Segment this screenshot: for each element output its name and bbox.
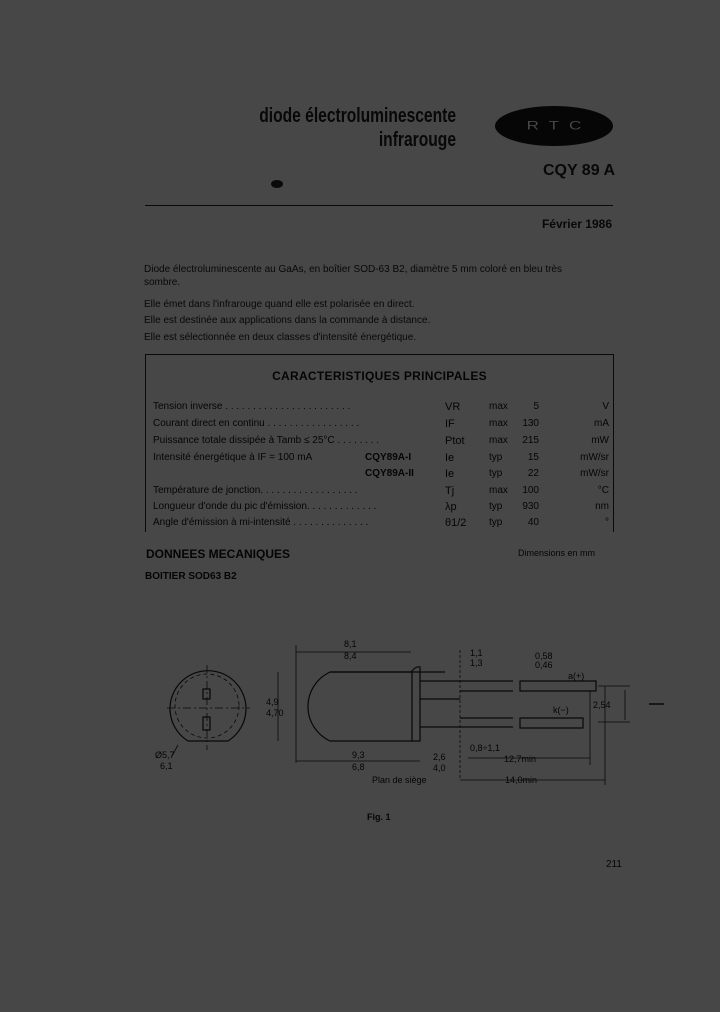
row-value: 100	[522, 485, 539, 496]
row-unit: V	[602, 401, 609, 412]
svg-text:1,3: 1,3	[470, 658, 483, 668]
row-symbol: Ie	[445, 468, 455, 480]
row-label: Angle d'émission à mi-intensité . . . . . . . . . . . . . .	[153, 517, 369, 528]
row-qualifier: typ	[489, 517, 503, 528]
svg-text:12,7min: 12,7min	[504, 754, 537, 764]
svg-text:6,8: 6,8	[352, 762, 365, 772]
row-value: 15	[527, 452, 539, 463]
svg-text:4,9: 4,9	[266, 697, 279, 707]
svg-text:2,6: 2,6	[433, 752, 446, 762]
row-symbol: Tj	[445, 485, 455, 497]
row-unit: nm	[595, 501, 609, 512]
row-qualifier: typ	[489, 452, 503, 463]
page-number: 211	[606, 859, 622, 870]
row-value: 5	[533, 401, 539, 412]
row-value: 22	[527, 468, 539, 479]
description-line: sombre.	[144, 277, 181, 288]
svg-text:14,0min: 14,0min	[505, 775, 538, 785]
svg-text:4,70: 4,70	[266, 708, 284, 718]
figure-caption: Fig. 1	[367, 812, 391, 822]
row-variant: CQY89A-I	[365, 452, 412, 463]
units-note: Dimensions en mm	[518, 548, 596, 558]
part-number: CQY 89 A	[542, 162, 615, 179]
description-line: Elle émet dans l'infrarouge quand elle est polarisée en direct.	[144, 298, 415, 310]
svg-text:9,3: 9,3	[352, 750, 365, 760]
row-label: Courant direct en continu . . . . . . . . . . . . . . . . .	[153, 418, 360, 429]
mechanical-title: DONNEES MECANIQUES	[146, 547, 291, 561]
row-symbol: Ie	[445, 452, 455, 464]
row-unit: °C	[597, 485, 609, 496]
package-name: BOITIER SOD63 B2	[145, 571, 237, 582]
row-unit: mW/sr	[580, 468, 609, 479]
row-label: Longueur d'onde du pic d'émission. . . . . . . . . . . . .	[153, 501, 377, 512]
svg-text:1,1: 1,1	[470, 648, 483, 658]
svg-text:0,58: 0,58	[535, 651, 553, 661]
description-line: Diode électroluminescente au GaAs, en boîtier SOD-63 B2, diamètre 5 mm coloré en bleu très	[144, 264, 562, 275]
row-label: Puissance totale dissipée à Tamb ≤ 25°C . . . . . . . .	[153, 435, 380, 446]
svg-text:2,54: 2,54	[593, 700, 611, 710]
svg-text:Plan de siège: Plan de siège	[372, 775, 427, 785]
title-line-2: infrarouge	[378, 129, 456, 151]
row-qualifier: max	[489, 485, 508, 496]
side-view-body	[308, 672, 445, 741]
svg-text:Ø5,7: Ø5,7	[155, 750, 175, 760]
row-unit: °	[605, 517, 609, 528]
row-symbol: θ1/2	[445, 517, 467, 529]
row-value: 215	[522, 435, 539, 446]
row-label: Tension inverse . . . . . . . . . . . . . . . . . . . . . . .	[153, 401, 351, 412]
row-symbol: VR	[445, 401, 461, 413]
row-qualifier: typ	[489, 468, 503, 479]
row-variant: CQY89A-II	[365, 468, 414, 479]
logo-text: RTC	[526, 119, 592, 133]
characteristics-title: CARACTERISTIQUES PRINCIPALES	[272, 369, 487, 383]
row-symbol: Ptot	[445, 435, 465, 447]
svg-text:6,1: 6,1	[160, 761, 173, 771]
svg-text:0,46: 0,46	[535, 660, 553, 670]
description-line: Elle est sélectionnée en deux classes d'intensité énergétique.	[144, 331, 417, 343]
svg-text:0,8÷1,1: 0,8÷1,1	[470, 743, 500, 753]
row-symbol: λp	[445, 501, 457, 513]
row-symbol: IF	[445, 418, 455, 430]
row-qualifier: typ	[489, 501, 503, 512]
row-label: Température de jonction. . . . . . . . . . . . . . . . . .	[153, 485, 358, 496]
row-value: 930	[522, 501, 539, 512]
svg-text:8,1: 8,1	[344, 639, 357, 649]
row-unit: mW/sr	[580, 452, 609, 463]
row-qualifier: max	[489, 418, 508, 429]
description-line: Elle est destinée aux applications dans la commande à distance.	[144, 315, 431, 326]
title-line-1: diode électroluminescente	[259, 105, 456, 127]
row-qualifier: max	[489, 401, 508, 412]
svg-text:8,4: 8,4	[344, 651, 357, 661]
svg-text:a(+): a(+)	[568, 671, 585, 681]
row-label: Intensité énergétique à IF = 100 mA	[153, 452, 313, 463]
svg-text:4,0: 4,0	[433, 763, 446, 773]
row-unit: mW	[591, 435, 609, 446]
row-value: 40	[527, 517, 539, 528]
row-value: 130	[522, 418, 539, 429]
row-unit: mA	[594, 418, 609, 429]
publication-date: Février 1986	[541, 217, 612, 231]
svg-text:k(−): k(−)	[553, 705, 569, 715]
row-qualifier: max	[489, 435, 508, 446]
